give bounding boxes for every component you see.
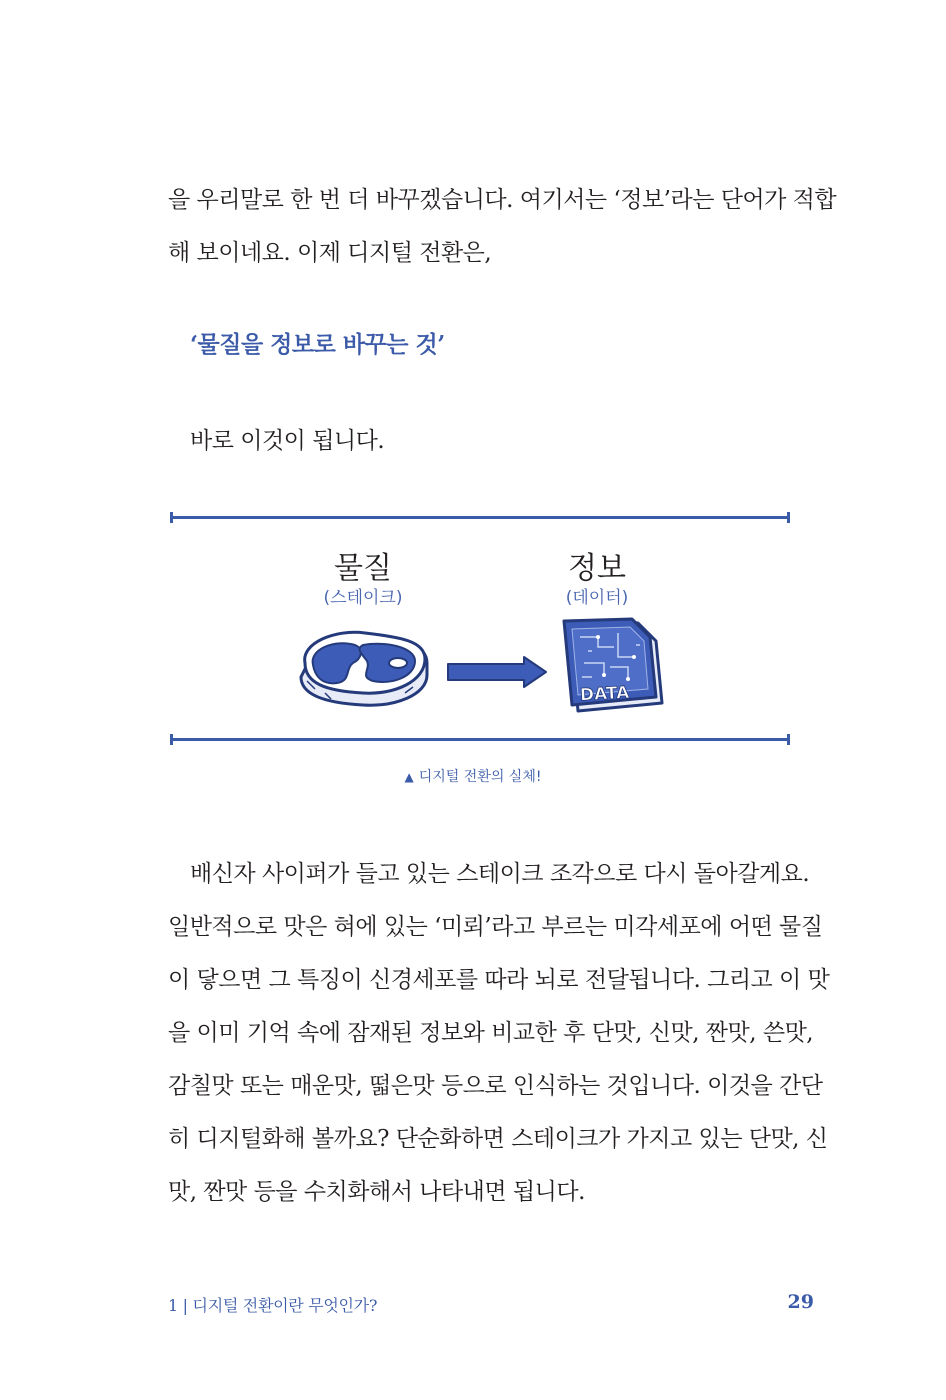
information-subtitle: (데이터) xyxy=(565,588,629,608)
body-paragraph xyxy=(168,848,830,1219)
matter-subtitle: (스테이크) xyxy=(323,588,403,608)
text-line: 이 닿으면 그 특징이 신경세포를 따라 뇌로 전달됩니다. 그리고 이 맛 xyxy=(168,967,830,993)
text-line: 을 이미 기억 속에 잠재된 정보와 비교한 후 단맛, 신맛, 짠맛, 쓴맛, xyxy=(168,1020,814,1046)
triangle-up-icon: ▲ xyxy=(404,770,414,784)
matter-title: 물질 xyxy=(334,551,392,586)
intro-paragraph xyxy=(168,174,837,280)
text-line: 배신자 사이퍼가 들고 있는 스테이크 조각으로 다시 돌아갈게요. xyxy=(190,861,810,887)
highlighted-quote: ‘물질을 정보로 바꾸는 것’ xyxy=(190,331,445,358)
text-line: 감칠맛 또는 매운맛, 떫은맛 등으로 인식하는 것입니다. 이것을 간단 xyxy=(168,1073,823,1099)
right-arrow-icon xyxy=(446,655,550,689)
text-line: 히 디지털화해 볼까요? 단순화하면 스테이크가 가지고 있는 단맛, 신 xyxy=(168,1126,828,1152)
text-line: 해 보이네요. 이제 디지털 전환은, xyxy=(168,240,492,266)
figure-top-rule xyxy=(170,516,790,519)
figure-bottom-rule xyxy=(170,738,790,741)
text-line: 일반적으로 맛은 혀에 있는 ‘미뢰’라고 부르는 미각세포에 어떤 물질 xyxy=(168,914,823,940)
text-line: 맛, 짠맛 등을 수치화해서 나타내면 됩니다. xyxy=(168,1179,585,1205)
chapter-footer: 1 | 디지털 전환이란 무엇인가? xyxy=(168,1296,378,1315)
data-chip-icon xyxy=(558,617,668,715)
text-line: 을 우리말로 한 번 더 바꾸겠습니다. 여기서는 ‘정보’라는 단어가 적합 xyxy=(168,187,837,213)
information-title: 정보 xyxy=(568,551,626,586)
page-number: 29 xyxy=(787,1291,814,1313)
steak-icon xyxy=(295,623,435,713)
caption-text: 디지털 전환의 실체! xyxy=(418,769,542,785)
digital-transformation-figure xyxy=(160,505,800,755)
figure-caption xyxy=(0,766,946,786)
quote-followup-text: 바로 이것이 됩니다. xyxy=(190,428,385,454)
chip-label: DATA xyxy=(579,682,630,706)
